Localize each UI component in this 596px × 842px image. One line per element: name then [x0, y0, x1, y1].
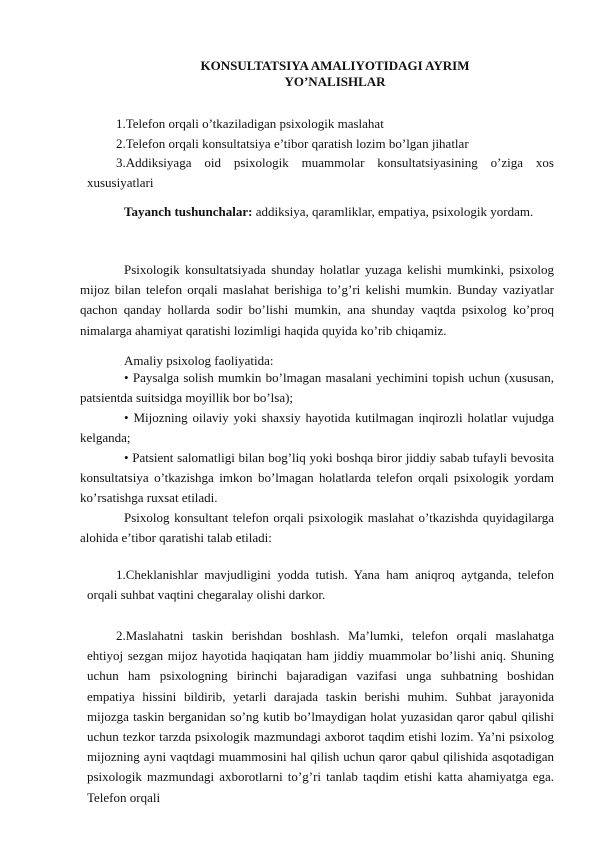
key-concepts-text: addiksiya, qaramliklar, empatiya, psixologik yordam. — [252, 204, 534, 219]
attention-paragraph: Psixolog konsultant telefon orqali psixologik maslahat o’tkazishda quyidagilarga alohida e’tibor qaratishi talab etiladi: — [80, 510, 554, 546]
key-concepts — [80, 202, 554, 222]
bullet-item-1: • Paysalga solish mumkin bo’lmagan masalani yechimini topish uchun (xususan, patsientda suitsidga moyillik bor bo’lsa); — [80, 370, 554, 406]
outline-item-2: 2.Telefon orqali konsultatsiya e’tibor qaratish lozim bo’lgan jihatlar — [116, 136, 469, 151]
bullet-item-3: • Patsient salomatligi bilan bog’liq yoki boshqa biror jiddiy sabab tufayli bevosita konsultatsiya o’tkazishga imkon bo’lmagan holatlarda telefon orqali psixologik yordam ko’rsatishga ruxsat etiladi. — [80, 450, 554, 506]
outline-item-3: 3.Addiksiyaga oid psixologik muammolar konsultatsiyasining o’ziga xos xususiyatlari — [87, 155, 554, 191]
title-line-1: KONSULTATSIYA AMALIYOTIDAGI AYRIM — [200, 58, 470, 73]
activity-heading: Amaliy psixolog faoliyatida: — [124, 353, 274, 368]
numbered-item-1: 1.Cheklanishlar mavjudligini yodda tutish. Yana ham aniqroq aytganda, telefon orqali suhbat vaqtini chegaralay olishi darkor. — [87, 567, 554, 603]
key-concepts-label: Tayanch tushunchalar: — [124, 204, 253, 219]
intro-paragraph: Psixologik konsultatsiyada shunday holatlar yuzaga kelishi mumkinki, psixolog mijoz bilan telefon orqali maslahat berishiga to’g’ri kelishi mumkin. Bunday vaziyatlar qachon qanday hollarda sodir bo’lishi mumkin, ana shunday vaqtda psixolog ko’proq nimalarga ahamiyat qaratishi lozimligi haqida quyida ko’rib chiqamiz. — [80, 262, 554, 338]
outline-item-1: 1.Telefon orqali o’tkaziladigan psixologik maslahat — [116, 116, 384, 131]
bullet-item-2: • Mijozning oilaviy yoki shaxsiy hayotida kutilmagan inqirozli holatlar vujudga kelganda; — [80, 410, 554, 446]
numbered-item-2: 2.Maslahatni taskin berishdan boshlash. Ma’lumki, telefon orqali maslahatga ehtiyoj sezgan mijoz hayotida haqiqatan ham jiddiy muammolar bo’lishi aniq. Shuning uchun ham psixologning birinchi bajaradigan vazifasi unga suhbatning boshidan empatiya hissini bildirib, yetarli darajada taskin berishi muhim. Suhbat jarayonida mijozga taskin berganidan so’ng kutib bo’lmaydigan holat yuzasidan qaror qabul qilishi uchun tezkor tarzda psixologik mazmundagi axborot taqdim etishi lozim. Ya’ni psixolog mijozning ayni vaqtdagi muammosini hal qilish uchun qaror qabul qilishida asqotadigan psixologik mazmundagi axborotlarni to’g’ri tanlab taqdim etishi katta ahamiyatga ega. Telefon orqali — [87, 628, 554, 805]
title-line-2: YO’NALISHLAR — [284, 74, 386, 89]
document-title — [150, 58, 520, 90]
